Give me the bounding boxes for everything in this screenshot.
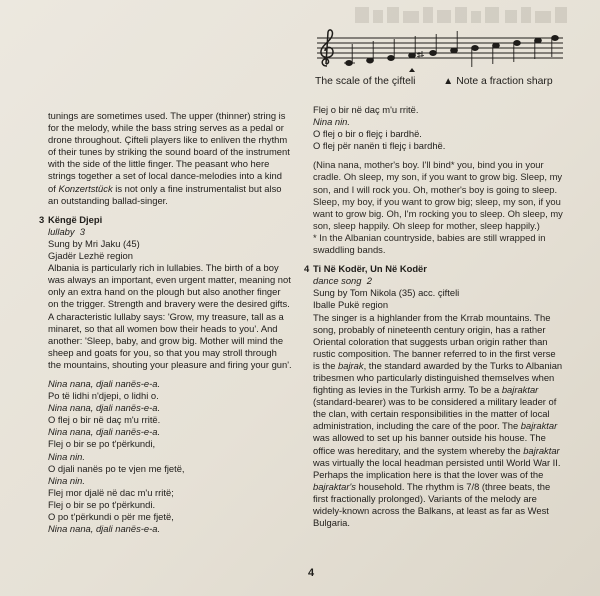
lyric-line: Flej o bir se po t'përkundi,	[48, 438, 156, 450]
track-3-header	[39, 213, 292, 226]
lyric-line: Nina nin.	[313, 116, 351, 128]
sharp-triangle-icon: ▲	[443, 76, 454, 87]
left-column	[39, 110, 292, 535]
lyric-line: Nina nana, djali nanës-e-a.	[48, 426, 161, 438]
track-genre: lullaby 3	[48, 225, 86, 237]
lyric-line: Nina nin.	[48, 450, 86, 462]
scale-caption-right: Note a fraction sharp	[456, 76, 553, 87]
track-number: 3	[39, 213, 45, 225]
lyric-line: O flej o bir o flejç i bardhë.	[313, 128, 422, 140]
track-description: The singer is a highlander from the Krrab mountains. The song, probably of nineteenth century origin, has a rather Oriental coloration that suggests urban origin rather than rustic composition. The banner referred to in the first verse is the bajrak, the standard awarded by the Turks to Albanian tribesmen who particularly distinguished themselves when fighting as levies in the Turkish army. To be a bajraktar (standard-bearer) was to be considered a military leader of the clan, with certain responsibilities in the matter of local administration, including the care of the poor. The bajraktar was allowed to set up his banner outside his house. The office was hereditary, and the system whereby the bajraktar was virtually the local headman persisted until World War II. Perhaps the implication here is that the lover was of the bajraktar's household. The rhythm is 7/8 (three beats, the first fractionally prolonged). Variants of the melody are widely-known across the Balkans, at least as far as West Bulgaria.	[313, 311, 563, 529]
lyric-line: O flej o bir në daç m'u rritë.	[48, 414, 161, 426]
lyric-line: Nina nana, djali nanës-e-a.	[48, 377, 161, 389]
track-title: Ti Në Kodër, Un Në Kodër	[313, 263, 427, 275]
footnote: * In the Albanian countryside, babies are still wrapped in swaddling bands.	[313, 231, 546, 256]
lyric-line: O djali nanës po te vjen me fjetë,	[48, 462, 185, 474]
scale-caption-left: The scale of the çifteli	[315, 76, 416, 87]
lyric-line: O flej për nanën ti flejç i bardhë.	[313, 140, 446, 152]
track-region: Iballe Pukë region	[313, 299, 389, 311]
intro-paragraph	[48, 110, 292, 207]
lyric-line: Flej o bir në daç m'u rritë.	[313, 104, 419, 115]
lyrics-continued	[313, 104, 563, 152]
track-description: Albania is particularly rich in lullabies. The birth of a boy was always an important, even urgent matter, meaning not only an extra hand on the plough but also another finger on the trigger. Strength and bravery were the desired gifts. A characteristic lullaby says: 'Grow, my treasure, tall as a minaret, so that all women bow their heads to you'. And another: 'Sleep, baby, and grow big. Mother will mind the sheep and goats for you, so that you may stroll through the mountains, shouting your pleasure and firing your gun'.	[48, 262, 292, 370]
lyric-line: Nina nana, djali nanës-e-a.	[48, 402, 161, 414]
lyrics-block	[48, 378, 292, 535]
translation: (Nina nana, mother's boy. I'll bind* you, bind you in your cradle. Oh sleep, my son, if you want to grow big. Sleep, my son, and I will rock you. Oh, mother's boy is going to sleep. Sleep, my boy, if you want to grow big; sleep, my son, if you want to grow big. Oh, I'm rocking you to sleep. Oh sleep, my son, sleep happily. Oh sleep for mother, sleep happily.)	[313, 159, 563, 231]
track-genre: dance song 2	[313, 275, 372, 287]
show-through-heading	[355, 5, 575, 25]
music-staff	[315, 28, 565, 72]
track-title: Këngë Djepi	[48, 213, 103, 225]
intro-text: tunings are sometimes used. The upper (thinner) string is for the melody, while the bass string serves as a pedal or drone throughout. Çifteli players like to enliven the rhythm of their tunes by striking the sound board of the instrument with the side of the little finger. The peasant who here strings together a set of local dance-melodies into a kind of Konzertstück is not only a fine instrumentalist but also an outstanding ballad-singer.	[48, 110, 290, 206]
sharp-marker-icon	[409, 68, 415, 72]
track-performer: Sung by Tom Nikola (35) acc. çifteli	[313, 287, 460, 299]
track-4-header	[304, 263, 563, 275]
track-region: Gjadër Lezhë region	[48, 250, 133, 262]
track-number: 4	[304, 263, 310, 275]
lyric-line: Flej o bir se po t'përkundi.	[48, 498, 156, 510]
treble-clef-icon	[321, 30, 333, 66]
page-number: 4	[308, 567, 315, 579]
lyric-line: Flej mor djalë në dac m'u rritë;	[48, 486, 174, 498]
right-column	[304, 104, 563, 529]
lyric-line: Po të lidhi n'djepi, o lidhi o.	[48, 390, 159, 402]
lyric-line: O po t'përkundi o për me fjetë,	[48, 511, 174, 522]
lyric-line: Nina nana, djali nanës-e-a.	[48, 523, 161, 535]
scale-caption	[315, 76, 553, 87]
lyric-line: Nina nin.	[48, 474, 86, 486]
track-performer: Sung by Mri Jaku (45)	[48, 237, 140, 249]
